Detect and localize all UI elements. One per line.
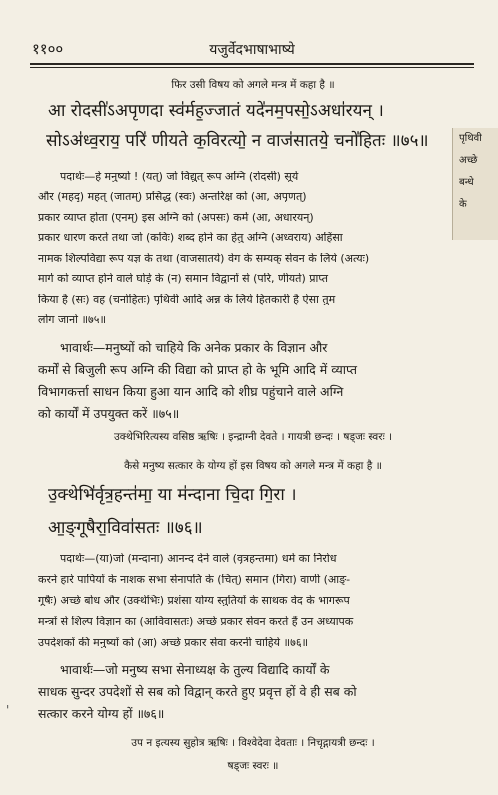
bhavartha-76-line: साधक सुन्दर उपदेशों से सब को विद्वान् करते हुए प्रवृत्त हों वे ही सब को bbox=[38, 684, 357, 699]
bhavartha-75-line: विभागकर्त्ता साधन किया हुआ यान आदि को शीघ्र पहुंचाने वाले अग्नि bbox=[38, 384, 344, 399]
mantra-75-line-1: आ रोदसी॑ऽअपृणदा स्व॑र्मह॒ज्जातं यदे॑नम॒पसो॒ऽअधा॑रयन् । bbox=[48, 101, 384, 121]
page-number: ११०० bbox=[32, 40, 64, 58]
header-rule bbox=[30, 63, 474, 65]
bhavartha-76-line: सत्कार करने योग्य हों ॥७६॥ bbox=[38, 706, 165, 721]
side-tab-word: के bbox=[459, 199, 467, 210]
bhavartha-76-line: भावार्थः—जो मनुष्य सभा सेनाध्यक्ष के तुल्य विद्यादि कार्यों के bbox=[60, 662, 330, 677]
padartha-75-line: और (महद्) महत् (जातम्) प्रसिद्ध (स्वः) अन्तरिक्ष को (आ, अपृणत्) bbox=[38, 191, 307, 202]
margin-mark: ' bbox=[6, 703, 10, 717]
mantra-76-line-2: आ॒ङ्गू॒षैरा॒विवा॑सतः ॥७६॥ bbox=[48, 518, 203, 538]
padartha-75-line: लोग जानो ॥७५॥ bbox=[38, 314, 107, 325]
padartha-76-line: पदार्थः—(या)जो (मन्दाना) आनन्द देने वाले (वृत्रहन्तमा) धर्म का निरोध bbox=[60, 553, 337, 564]
padartha-75-line: प्रकार धारण करते तथा जो (कविः) शब्द होने का हेतु अग्नि (अध्वराय) अहिंसा bbox=[38, 232, 343, 243]
padartha-76-line: उपदेशकों की मनुष्यों को (आ) अच्छे प्रकार सेवा करनी चाहिये ॥७६॥ bbox=[38, 637, 309, 648]
side-tab-word: बन्धे bbox=[459, 177, 474, 188]
padartha-75-line: पदार्थः—हे मनुष्यो ! (यत्) जो विद्युत् रूप अग्नि (रोदसी) सूर्य bbox=[60, 171, 299, 182]
mantra-76-line-1: उ॒क्थेभि॑र्वृत्र॒हन्त॑मा॒ या म॑न्दा॒ना चि॒दा गि॒रा । bbox=[48, 485, 297, 505]
padartha-75-line: किया है (सः) वह (चनोहितः) पृथिवी आदि अन्न के लिये हितकारी है ऐसा तुम bbox=[38, 294, 336, 305]
page-header bbox=[32, 38, 472, 60]
padartha-76-line: गूषैः) अच्छे बोध और (उक्थेभिः) प्रशंसा योग्य स्तुतियों के साथक वेद के भागरूप bbox=[38, 595, 350, 606]
overlapping-page-edge bbox=[452, 128, 498, 240]
mantra-75-line-2: सोऽअ॑ध्व॒राय॒ परि॑ णीयते क॒विरत्यो॒ न वाज॑सातये॒ चनो॑हितः ॥७५॥ bbox=[46, 131, 429, 151]
bhavartha-75-line: कर्मों से बिजुली रूप अग्नि की विद्या को प्राप्त हो के भूमि आदि में व्याप्त bbox=[38, 362, 357, 377]
side-tab-word: पृथिवी bbox=[459, 133, 482, 144]
rishi-line-77: उप न इत्यस्य सुहोत्र ऋषिः । विश्वेदेवा देवताः । निचृद्गायत्री छन्दः । bbox=[131, 737, 375, 749]
padartha-76-line: मन्त्रों से शिल्प विज्ञान का (आविवासतः) अच्छे प्रकार सेवन करते हैं उन अध्यापक bbox=[38, 616, 354, 627]
padartha-75-line: प्रकार व्याप्त होता (एनम्) इस अग्नि को (अपसः) कर्म (आ, अधारयन्) bbox=[38, 212, 314, 223]
running-title: यजुर्वेदभाषाभाष्ये bbox=[209, 41, 295, 58]
header-rule-thin bbox=[30, 67, 474, 68]
bhavartha-75-line: भावार्थः—मनुष्यों को चाहिये कि अनेक प्रकार के विज्ञान और bbox=[60, 340, 328, 355]
padartha-76-line: करने हारे पापियों के नाशक सभा सेनापति के (चित्) समान (गिरा) वाणी (आङ्- bbox=[38, 574, 351, 585]
side-tab-word: अच्छे bbox=[459, 155, 478, 166]
rishi-line-76: उक्थेभिरित्यस्य वसिष्ठ ऋषिः । इन्द्राग्नी देवते । गायत्री छन्दः । षड्जः स्वरः । bbox=[113, 431, 393, 443]
intro-76: कैसे मनुष्य सत्कार के योग्य हों इस विषय को अगले मन्त्र में कहा है ॥ bbox=[124, 460, 382, 472]
bhavartha-75-line: को कार्यों में उपयुक्त करें ॥७५॥ bbox=[38, 406, 180, 421]
intro-75: फिर उसी विषय को अगले मन्त्र में कहा है ॥ bbox=[171, 79, 335, 91]
padartha-75-line: नामक शिल्पविद्या रूप यज्ञ के तथा (वाजसातये) वेग के सम्यक् सेवन के लिये (अत्यः) bbox=[38, 253, 370, 264]
padartha-75-line: मार्ग को व्याप्त होने वाले घोड़े के (न) समान विद्वानों से (परि, णीयते) प्राप्त bbox=[38, 273, 328, 284]
svara-line-77: षड्जः स्वरः ॥ bbox=[227, 760, 279, 772]
